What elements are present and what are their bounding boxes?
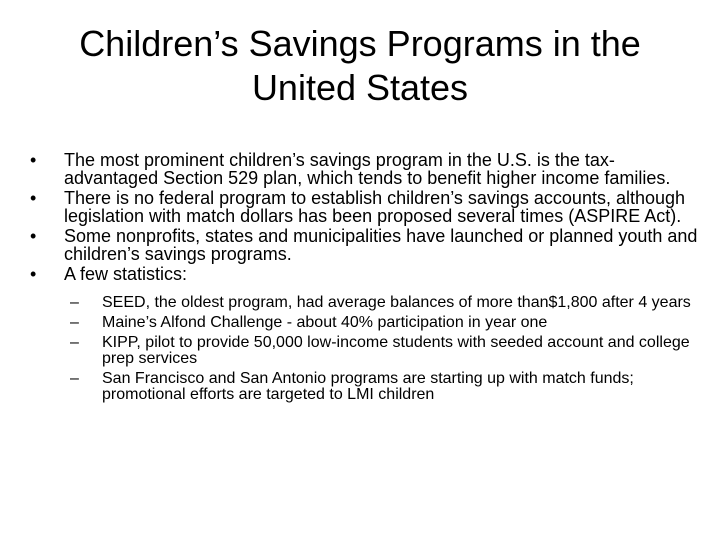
sub-bullet-item (70, 295, 698, 311)
bullet-marker: • (30, 150, 37, 170)
bullet-item (30, 190, 698, 225)
sub-bullet-text: San Francisco and San Antonio programs are starting up with match funds; promotional efforts are targeted to LMI children (102, 369, 634, 403)
bullet-text: Some nonprofits, states and municipalities have launched or planned youth and children’s savings programs. (64, 226, 698, 264)
bullet-text: There is no federal program to establish children’s savings accounts, although legislation with match dollars has been proposed several times (ASPIRE Act). (64, 188, 686, 226)
dash-marker: – (70, 293, 79, 311)
sub-bullet-item (70, 335, 698, 367)
bullet-text: The most prominent children’s savings program in the U.S. is the tax-advantaged Section 529 plan, which tends to benefit higher income families. (64, 150, 671, 188)
bullet-text: A few statistics: (64, 264, 188, 284)
title-line-1: Children’s Savings Programs in the (79, 23, 641, 64)
sub-bullet-list (64, 295, 698, 403)
dash-marker: – (70, 369, 79, 387)
slide-title (20, 22, 700, 110)
sub-bullet-item (70, 371, 698, 403)
bullet-marker: • (30, 226, 37, 246)
bullet-list (30, 152, 698, 407)
bullet-marker: • (30, 188, 37, 208)
bullet-item (30, 228, 698, 263)
bullet-item (30, 152, 698, 187)
dash-marker: – (70, 313, 79, 331)
sub-bullet-item (70, 315, 698, 331)
title-line-2: United States (251, 67, 469, 108)
dash-marker: – (70, 333, 79, 351)
sub-bullet-text: KIPP, pilot to provide 50,000 low-income students with seeded account and college prep services (102, 333, 690, 367)
bullet-marker: • (30, 264, 37, 284)
sub-bullet-text: SEED, the oldest program, had average balances of more than$1,800 after 4 years (102, 293, 691, 311)
bullet-item (30, 266, 698, 403)
sub-bullet-text: Maine’s Alfond Challenge - about 40% participation in year one (102, 313, 548, 331)
